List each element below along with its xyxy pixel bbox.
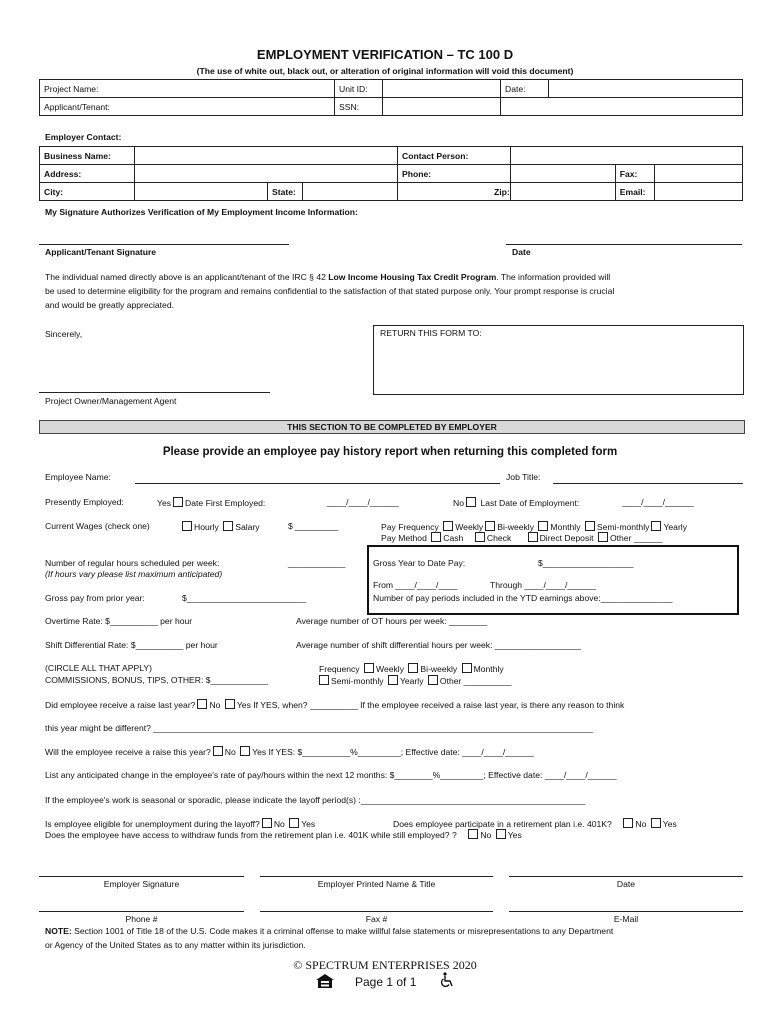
employer-date-line[interactable] bbox=[509, 876, 743, 877]
business-name-label: Business Name: bbox=[40, 147, 135, 165]
employer-date-label: Date bbox=[616, 879, 636, 889]
yearly-checkbox[interactable] bbox=[651, 521, 661, 531]
program-name: Low Income Housing Tax Credit Program bbox=[328, 272, 497, 282]
document-subtitle: (The use of white out, black out, or alteration of original information will void this document) bbox=[196, 66, 574, 76]
presently-employed-no: No Last Date of Employment: bbox=[453, 498, 580, 508]
date-field[interactable] bbox=[549, 80, 743, 98]
employer-signature-label: Employer Signature bbox=[103, 879, 180, 889]
wage-type-options: Hourly Salary bbox=[180, 521, 260, 532]
zip-field[interactable] bbox=[510, 183, 615, 201]
raise-last-year-row: Did employee receive a raise last year? No Yes If YES, when? __________ If the employee received a raise last year, is there any reason to think bbox=[45, 700, 625, 710]
state-field[interactable] bbox=[303, 183, 398, 201]
fax-label: Fax: bbox=[615, 165, 654, 183]
email-line[interactable] bbox=[509, 911, 743, 912]
commission-frequency-row1: Frequency Weekly Bi-weekly Monthly bbox=[319, 664, 504, 674]
signature-authorization: My Signature Authorizes Verification of My Employment Income Information: bbox=[45, 207, 358, 217]
business-name-field[interactable] bbox=[135, 147, 398, 165]
return-form-label: RETURN THIS FORM TO: bbox=[380, 328, 482, 338]
contact-person-field[interactable] bbox=[510, 147, 742, 165]
applicant-signature-line[interactable] bbox=[39, 244, 289, 245]
biweekly-checkbox[interactable] bbox=[485, 521, 495, 531]
raise-different-field[interactable]: this year might be different? ____________________________________________________________________________________________ bbox=[45, 723, 593, 733]
printed-name-label: Employer Printed Name & Title bbox=[317, 879, 436, 889]
ssn-field[interactable] bbox=[383, 98, 501, 116]
comm-yearly-checkbox[interactable] bbox=[388, 675, 398, 685]
regular-hours-field[interactable]: ____________ bbox=[288, 558, 346, 568]
semimonthly-checkbox[interactable] bbox=[585, 521, 595, 531]
fax-label: Fax # bbox=[365, 914, 388, 924]
legal-note-line2: or Agency of the United States as to any matter within its jurisdiction. bbox=[45, 940, 306, 950]
project-info-table bbox=[39, 79, 743, 116]
equal-housing-icon bbox=[315, 973, 335, 994]
job-title-label: Job Title: bbox=[506, 472, 541, 482]
retirement-no-checkbox[interactable] bbox=[623, 818, 633, 828]
withdraw-no-checkbox[interactable] bbox=[468, 829, 478, 839]
employer-section-banner: THIS SECTION TO BE COMPLETED BY EMPLOYER bbox=[39, 420, 745, 434]
overtime-rate-field[interactable]: Overtime Rate: $__________ per hour bbox=[45, 616, 193, 626]
avg-shift-field[interactable]: Average number of shift differential hours per week: __________________ bbox=[296, 640, 581, 650]
contact-person-label: Contact Person: bbox=[398, 147, 511, 165]
phone-field[interactable] bbox=[510, 165, 615, 183]
regular-hours-label: Number of regular hours scheduled per week: bbox=[45, 558, 220, 568]
owner-signature-line[interactable] bbox=[39, 392, 270, 393]
legal-note-line1: NOTE: Section 1001 of Title 18 of the U.S. Code makes it a criminal offense to make willful false statements or misrepresentations to any Department bbox=[45, 926, 614, 936]
unit-id-label: Unit ID: bbox=[335, 80, 383, 98]
project-name-label: Project Name: bbox=[40, 80, 335, 98]
job-title-field[interactable] bbox=[553, 483, 743, 484]
pay-method-row: Pay Method Cash Check Direct Deposit Other ______ bbox=[381, 533, 663, 543]
withdraw-yes-checkbox[interactable] bbox=[496, 829, 506, 839]
intro-paragraph-line1: The individual named directly above is an applicant/tenant of the IRC § 42 Low Income Housing Tax Credit Program. The information provided will bbox=[45, 272, 611, 282]
city-label: City: bbox=[40, 183, 135, 201]
email-label: E-Mail bbox=[613, 914, 639, 924]
zip-label: Zip: bbox=[398, 183, 511, 201]
phone-line[interactable] bbox=[39, 911, 244, 912]
gross-ytd-field[interactable]: $___________________ bbox=[538, 558, 634, 568]
raise-yes-checkbox[interactable] bbox=[225, 699, 235, 709]
employee-name-label: Employee Name: bbox=[45, 472, 111, 482]
presently-employed-yes-checkbox[interactable] bbox=[173, 497, 183, 507]
email-label: Email: bbox=[615, 183, 654, 201]
anticipated-change-field[interactable]: List any anticipated change in the employee's rate of pay/hours within the next 12 months: $________%_________; Effective date: ____/____/______ bbox=[45, 770, 617, 780]
applicant-label: Applicant/Tenant: bbox=[40, 98, 335, 116]
comm-monthly-checkbox[interactable] bbox=[462, 663, 472, 673]
email-field[interactable] bbox=[654, 183, 742, 201]
commission-frequency-row2: Semi-monthly Yearly Other __________ bbox=[317, 675, 512, 686]
cash-checkbox[interactable] bbox=[431, 532, 441, 542]
last-date-employment-field[interactable]: ____/____/______ bbox=[622, 497, 694, 507]
seasonal-field[interactable]: If the employee's work is seasonal or sporadic, please indicate the layoff period(s) :_______________________________________________ bbox=[45, 795, 586, 805]
pay-periods-field[interactable]: Number of pay periods included in the YTD earnings above:_______________ bbox=[373, 593, 673, 603]
direct-deposit-checkbox[interactable] bbox=[528, 532, 538, 542]
comm-semimonthly-checkbox[interactable] bbox=[319, 675, 329, 685]
sincerely-label: Sincerely, bbox=[45, 329, 83, 339]
comm-other-checkbox[interactable] bbox=[428, 675, 438, 685]
intro-paragraph-line2: be used to determine eligibility for the program and remains confidential to the satisfaction of that stated purpose only. Your prompt response is crucial bbox=[45, 286, 615, 296]
ytd-from-field[interactable]: From ____/____/____ bbox=[373, 580, 458, 590]
employer-contact-table bbox=[39, 146, 743, 201]
check-checkbox[interactable] bbox=[475, 532, 485, 542]
monthly-checkbox[interactable] bbox=[538, 521, 548, 531]
commissions-field[interactable]: COMMISSIONS, BONUS, TIPS, OTHER: $____________ bbox=[45, 675, 268, 685]
comm-biweekly-checkbox[interactable] bbox=[408, 663, 418, 673]
document-title: EMPLOYMENT VERIFICATION – TC 100 D bbox=[256, 47, 514, 62]
salary-checkbox[interactable] bbox=[223, 521, 233, 531]
fax-line[interactable] bbox=[260, 911, 493, 912]
unit-id-field[interactable] bbox=[383, 80, 501, 98]
applicant-date-label: Date bbox=[512, 247, 531, 257]
ssn-label: SSN: bbox=[335, 98, 383, 116]
employee-name-field[interactable] bbox=[135, 483, 500, 484]
wage-amount-field[interactable]: $ _________ bbox=[288, 521, 339, 531]
date-first-employed-field[interactable]: ____/____/______ bbox=[327, 497, 399, 507]
fax-field[interactable] bbox=[654, 165, 742, 183]
hourly-checkbox[interactable] bbox=[182, 521, 192, 531]
pay-history-heading: Please provide an employee pay history report when returning this completed form bbox=[162, 446, 618, 458]
copyright: © SPECTRUM ENTERPRISES 2020 bbox=[293, 958, 477, 972]
applicant-signature-label: Applicant/Tenant Signature bbox=[45, 247, 157, 257]
address-label: Address: bbox=[40, 165, 135, 183]
unemployment-yes-checkbox[interactable] bbox=[289, 818, 299, 828]
gross-prior-field[interactable]: $_________________________ bbox=[182, 593, 307, 603]
current-wages-label: Current Wages (check one) bbox=[45, 521, 150, 531]
phone-label: Phone: bbox=[398, 165, 511, 183]
date-label: Date: bbox=[501, 80, 549, 98]
printed-name-line[interactable] bbox=[260, 876, 493, 877]
gross-prior-label: Gross pay from prior year: bbox=[45, 593, 145, 603]
retirement-row: Does employee participate in a retirement plan i.e. 401K? No Yes bbox=[393, 819, 677, 829]
pay-frequency-row: Pay Frequency Weekly Bi-weekly Monthly Semi-monthly Yearly bbox=[381, 522, 688, 532]
raise-this-year-no-checkbox[interactable] bbox=[213, 746, 223, 756]
withdraw-row: Does the employee have access to withdraw funds from the retirement plan i.e. 401K while still employed? ? No Yes bbox=[45, 830, 522, 840]
raise-this-year-row: Will the employee receive a raise this year? No Yes If YES: $__________%_________; Effective date: ____/____/______ bbox=[45, 747, 534, 757]
page-number: Page 1 of 1 bbox=[355, 975, 417, 989]
shift-rate-field[interactable]: Shift Differential Rate: $__________ per hour bbox=[45, 640, 218, 650]
avg-ot-field[interactable]: Average number of OT hours per week: ________ bbox=[296, 616, 488, 626]
presently-employed-no-checkbox[interactable] bbox=[466, 497, 476, 507]
city-field[interactable] bbox=[135, 183, 268, 201]
weekly-checkbox[interactable] bbox=[443, 521, 453, 531]
wheelchair-icon bbox=[439, 972, 455, 993]
applicant-date-line[interactable] bbox=[506, 244, 742, 245]
phone-label: Phone # bbox=[125, 914, 158, 924]
hours-note: (If hours vary please list maximum anticipated) bbox=[45, 569, 223, 579]
retirement-yes-checkbox[interactable] bbox=[651, 818, 661, 828]
employer-signature-line[interactable] bbox=[39, 876, 244, 877]
circle-all-label: (CIRCLE ALL THAT APPLY) bbox=[45, 663, 152, 673]
unemployment-no-checkbox[interactable] bbox=[262, 818, 272, 828]
intro-paragraph-line3: and would be greatly appreciated. bbox=[45, 300, 174, 310]
owner-agent-label: Project Owner/Management Agent bbox=[45, 396, 177, 406]
comm-weekly-checkbox[interactable] bbox=[364, 663, 374, 673]
raise-this-year-yes-checkbox[interactable] bbox=[240, 746, 250, 756]
state-label: State: bbox=[268, 183, 303, 201]
other-method-checkbox[interactable] bbox=[598, 532, 608, 542]
unemployment-row: Is employee eligible for unemployment during the layoff? No Yes bbox=[45, 819, 316, 829]
employer-contact-heading: Employer Contact: bbox=[45, 132, 122, 142]
presently-employed-yes: Yes Date First Employed: bbox=[157, 498, 266, 508]
raise-no-checkbox[interactable] bbox=[197, 699, 207, 709]
address-field[interactable] bbox=[135, 165, 398, 183]
presently-employed-label: Presently Employed: bbox=[45, 497, 124, 507]
gross-ytd-label: Gross Year to Date Pay: bbox=[373, 558, 466, 568]
ytd-through-field[interactable]: Through ____/____/______ bbox=[490, 580, 597, 590]
